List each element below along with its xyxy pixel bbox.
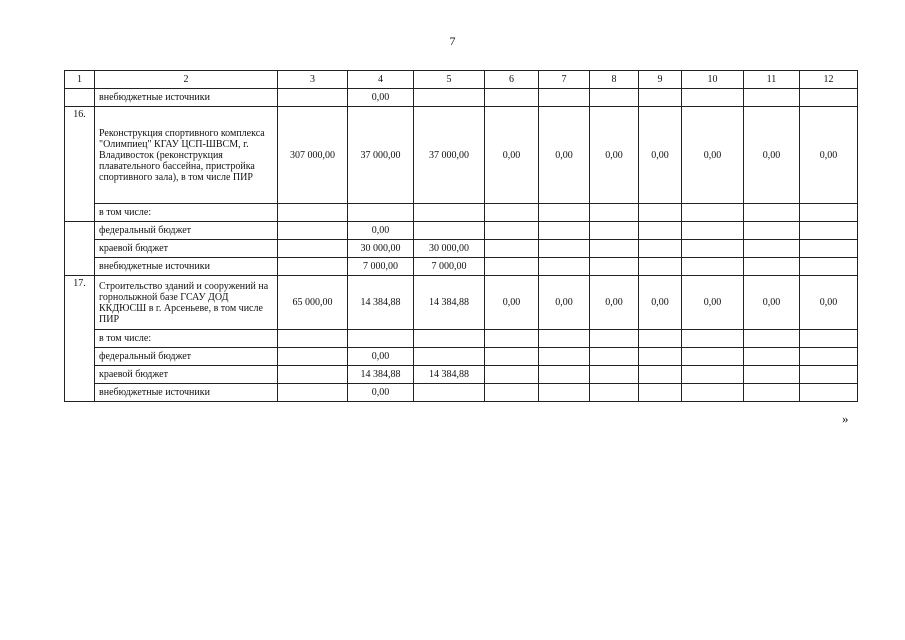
value-cell: 0,00 — [744, 107, 800, 204]
source-label: федеральный бюджет — [95, 348, 278, 366]
header-cell: 2 — [95, 71, 278, 89]
project-name: Реконструкция спортивного комплекса "Олимпиец" КГАУ ЦСП-ШВСМ, г. Владивосток (реконструкция плавательного бассейна, пристройка спортивного зала), в том числе ПИР — [95, 107, 278, 204]
value-cell: 0,00 — [348, 89, 414, 107]
value-cell: 0,00 — [800, 107, 858, 204]
value-cell: 0,00 — [539, 276, 590, 330]
header-cell: 9 — [639, 71, 682, 89]
value-cell: 0,00 — [682, 276, 744, 330]
table-row — [65, 366, 858, 384]
value-cell: 0,00 — [590, 107, 639, 204]
header-cell: 3 — [278, 71, 348, 89]
header-cell: 5 — [414, 71, 485, 89]
table-row — [65, 222, 858, 240]
value-cell — [414, 384, 485, 402]
budget-table — [64, 70, 858, 402]
value-cell: 0,00 — [744, 276, 800, 330]
value-cell: 307 000,00 — [278, 107, 348, 204]
table-header-row — [65, 71, 858, 89]
table-row-16 — [65, 107, 858, 204]
value-cell — [348, 204, 414, 222]
header-cell: 6 — [485, 71, 539, 89]
project-name: Строительство зданий и сооружений на горнолыжной базе ГСАУ ДОД ККДЮСШ в г. Арсеньеве, в том числе ПИР — [95, 276, 278, 330]
value-cell: 37 000,00 — [348, 107, 414, 204]
value-cell: 0,00 — [590, 276, 639, 330]
header-cell: 1 — [65, 71, 95, 89]
value-cell: 0,00 — [348, 222, 414, 240]
table-row-17 — [65, 276, 858, 330]
value-cell: 0,00 — [639, 107, 682, 204]
value-cell: 30 000,00 — [414, 240, 485, 258]
value-cell: 7 000,00 — [348, 258, 414, 276]
source-label: краевой бюджет — [95, 240, 278, 258]
header-cell: 10 — [682, 71, 744, 89]
value-cell: 7 000,00 — [414, 258, 485, 276]
table-row — [65, 240, 858, 258]
value-cell: 0,00 — [348, 384, 414, 402]
value-cell — [348, 330, 414, 348]
value-cell: 14 384,88 — [348, 366, 414, 384]
header-cell: 8 — [590, 71, 639, 89]
value-cell: 0,00 — [485, 276, 539, 330]
header-cell: 4 — [348, 71, 414, 89]
value-cell: 0,00 — [539, 107, 590, 204]
value-cell: 30 000,00 — [348, 240, 414, 258]
source-label: внебюджетные источники — [95, 258, 278, 276]
value-cell — [414, 348, 485, 366]
table-row — [65, 384, 858, 402]
closing-quote: » — [842, 411, 849, 426]
value-cell — [414, 222, 485, 240]
row-number: 17. — [65, 276, 95, 402]
source-label: внебюджетные источники — [95, 89, 278, 107]
value-cell — [414, 330, 485, 348]
value-cell: 0,00 — [800, 276, 858, 330]
header-cell: 11 — [744, 71, 800, 89]
table-row — [65, 89, 858, 107]
source-label: краевой бюджет — [95, 366, 278, 384]
page-number: 7 — [449, 34, 456, 48]
row-number: 16. — [65, 107, 95, 222]
table-row — [65, 258, 858, 276]
value-cell — [414, 204, 485, 222]
source-label: в том числе: — [95, 204, 278, 222]
source-label: внебюджетные источники — [95, 384, 278, 402]
table-row — [65, 330, 858, 348]
source-label: федеральный бюджет — [95, 222, 278, 240]
value-cell: 0,00 — [348, 348, 414, 366]
value-cell: 0,00 — [682, 107, 744, 204]
value-cell: 0,00 — [485, 107, 539, 204]
table-row — [65, 348, 858, 366]
header-cell: 7 — [539, 71, 590, 89]
value-cell: 0,00 — [639, 276, 682, 330]
value-cell: 14 384,88 — [348, 276, 414, 330]
value-cell: 14 384,88 — [414, 366, 485, 384]
value-cell: 14 384,88 — [414, 276, 485, 330]
source-label: в том числе: — [95, 330, 278, 348]
header-cell: 12 — [800, 71, 858, 89]
value-cell: 65 000,00 — [278, 276, 348, 330]
table-row — [65, 204, 858, 222]
value-cell: 37 000,00 — [414, 107, 485, 204]
